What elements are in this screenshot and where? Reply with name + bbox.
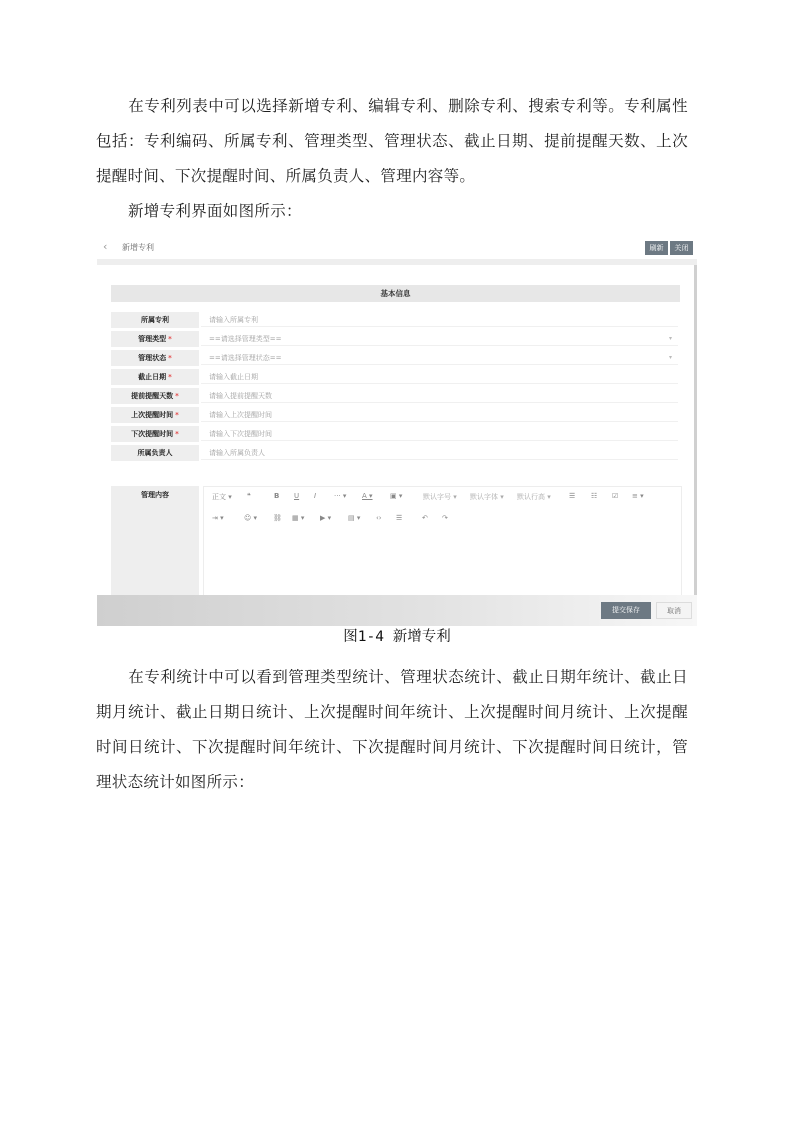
redo-icon[interactable]: ↷ xyxy=(442,514,448,522)
italic-icon[interactable]: I xyxy=(314,492,317,500)
select-field[interactable]: ==请选择管理类型== ▾ xyxy=(201,332,678,346)
font-size-dropdown[interactable]: 默认字号 ▾ xyxy=(423,493,457,501)
required-mark: * xyxy=(168,335,172,343)
form-row xyxy=(111,369,680,385)
input-field[interactable]: 请输入下次提醒时间 xyxy=(201,427,678,441)
field-label: 下次提醒时间 * xyxy=(111,426,199,442)
field-label: 管理类型 * xyxy=(111,331,199,347)
field-label: 截止日期 * xyxy=(111,369,199,385)
link-icon[interactable]: ⛓ xyxy=(273,514,282,522)
field-label: 上次提醒时间 * xyxy=(111,407,199,423)
indent-icon[interactable]: ⇥ ▾ xyxy=(212,514,224,522)
required-mark: * xyxy=(175,430,179,438)
footer-bar xyxy=(97,595,697,626)
field-label: 管理状态 * xyxy=(111,350,199,366)
form-row xyxy=(111,426,680,442)
quote-icon[interactable]: ❝ xyxy=(247,492,251,500)
form-row xyxy=(111,388,680,404)
font-family-dropdown[interactable]: 默认字体 ▾ xyxy=(470,493,504,501)
bold-icon[interactable]: B xyxy=(274,492,280,500)
background-color-icon[interactable]: ▣ ▾ xyxy=(390,492,403,500)
emoji-icon[interactable]: ☺ ▾ xyxy=(244,514,258,522)
form-row xyxy=(111,350,680,366)
paragraph-statistics: 在专利统计中可以看到管理类型统计、管理状态统计、截止日期年统计、截止日期月统计、截止日期日统计、上次提醒时间年统计、上次提醒时间月统计、上次提醒时间日统计、下次提醒时间年统计、下次提醒时间月统计、下次提醒时间日统计，管理状态统计如图所示： xyxy=(96,668,688,791)
top-bar xyxy=(97,237,697,260)
figure-caption: 图1-4 新增专利 xyxy=(343,629,451,645)
field-label: 所属专利 xyxy=(111,312,199,328)
back-icon[interactable]: ‹ xyxy=(103,240,108,253)
form-card xyxy=(97,265,697,595)
field-label: 所属负责人 xyxy=(111,445,199,461)
chevron-down-icon[interactable]: ▾ xyxy=(668,354,672,361)
input-field[interactable]: 请输入所属负责人 xyxy=(201,446,678,460)
underline-icon[interactable]: U xyxy=(294,492,300,500)
undo-icon[interactable]: ↶ xyxy=(422,514,428,522)
code-icon[interactable]: ‹› xyxy=(376,514,382,522)
screenshot-add-patent xyxy=(97,237,697,626)
form-row xyxy=(111,312,680,328)
more-icon[interactable]: ··· ▾ xyxy=(334,492,347,500)
video-icon[interactable]: ▶ ▾ xyxy=(320,514,332,522)
required-mark: * xyxy=(168,354,172,362)
section-title: 基本信息 xyxy=(111,285,680,302)
rich-text-editor[interactable] xyxy=(203,486,682,600)
align-icon[interactable]: ≡ ▾ xyxy=(632,492,644,500)
input-field[interactable]: 请输入提前提醒天数 xyxy=(201,389,678,403)
paragraph-intro: 在专利列表中可以选择新增专利、编辑专利、删除专利、搜索专利等。专利属性包括：专利编码、所属专利、管理类型、管理状态、截止日期、提前提醒天数、上次提醒时间、下次提醒时间、所属负责人、管理内容等。 xyxy=(96,97,688,185)
bullet-list-icon[interactable]: ☰ xyxy=(569,492,576,500)
paragraph-style-dropdown[interactable]: 正文 ▾ xyxy=(212,493,232,501)
field-label-content: 管理内容 xyxy=(111,486,199,598)
image-icon[interactable]: ▦ ▾ xyxy=(292,514,305,522)
select-field[interactable]: ==请选择管理状态== ▾ xyxy=(201,351,678,365)
required-mark: * xyxy=(175,392,179,400)
divider-icon[interactable]: ☰ xyxy=(396,514,403,522)
required-mark: * xyxy=(175,411,179,419)
page-title: 新增专利 xyxy=(122,243,154,252)
paragraph-figure-intro: 新增专利界面如图所示： xyxy=(128,202,302,220)
input-field[interactable]: 请输入截止日期 xyxy=(201,370,678,384)
chevron-down-icon[interactable]: ▾ xyxy=(668,335,672,342)
form-row xyxy=(111,331,680,347)
font-color-icon[interactable]: A ▾ xyxy=(362,492,373,500)
required-mark: * xyxy=(168,373,172,381)
line-height-dropdown[interactable]: 默认行高 ▾ xyxy=(517,493,551,501)
field-label: 提前提醒天数 * xyxy=(111,388,199,404)
form-row xyxy=(111,445,680,461)
close-button[interactable]: 关闭 xyxy=(670,241,693,255)
numbered-list-icon[interactable]: ☷ xyxy=(591,492,598,500)
cancel-button[interactable]: 取消 xyxy=(656,602,692,619)
input-field[interactable]: 请输入所属专利 xyxy=(201,313,678,327)
table-icon[interactable]: ▤ ▾ xyxy=(348,514,361,522)
form-row xyxy=(111,407,680,423)
todo-icon[interactable]: ☑ xyxy=(612,492,619,500)
submit-save-button[interactable]: 提交保存 xyxy=(601,602,651,619)
input-field[interactable]: 请输入上次提醒时间 xyxy=(201,408,678,422)
refresh-button[interactable]: 刷新 xyxy=(645,241,668,255)
